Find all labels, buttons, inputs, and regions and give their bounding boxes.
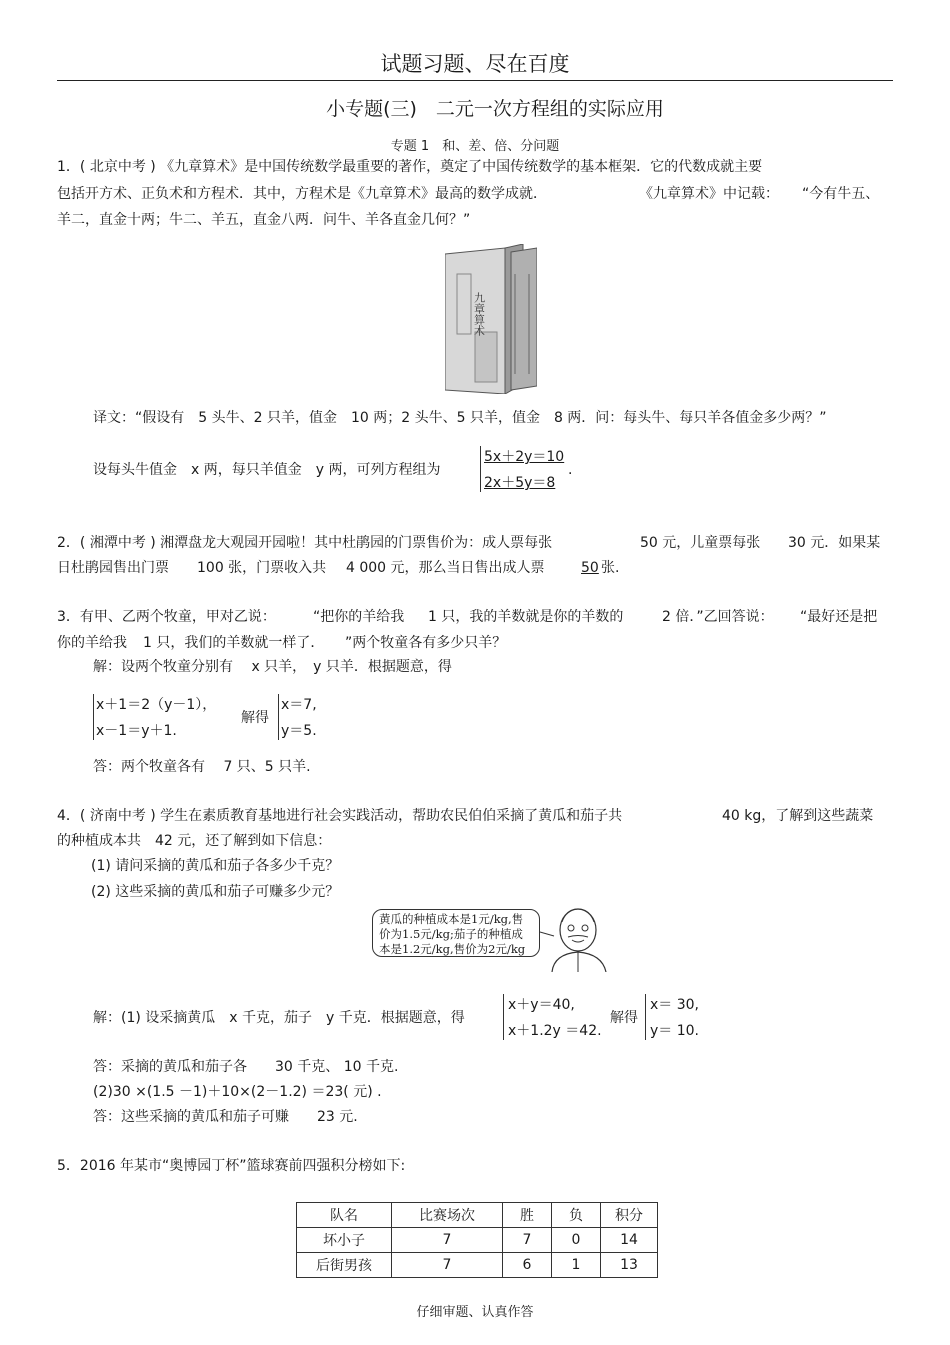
col-header: 比赛场次 (392, 1203, 503, 1228)
book-image (445, 244, 537, 394)
col-header: 队名 (297, 1203, 392, 1228)
q3-line1c: 1 只，我的羊数就是你的羊数的 (428, 609, 624, 625)
q3-line1d: 2 倍．”乙回答说： (662, 609, 774, 625)
q1-line3: 羊二，直金十两；牛二、羊五，直金八两．问牛、羊各直金几何？” (57, 212, 471, 228)
table-cell: 14 (601, 1228, 658, 1253)
q2-line2a: 日杜鹃园售出门票 (57, 560, 169, 576)
q1-translation: 译文：“假设有 5 头牛、2 只羊，值金 10 两；2 头牛、5 只羊，值金 8 两．问：每头牛、每只羊各值金多少两？” (93, 410, 827, 426)
q1-dot: . (568, 462, 573, 478)
table-cell: 后街男孩 (297, 1253, 392, 1278)
q3-brace1 (93, 694, 94, 740)
table-cell: 7 (392, 1253, 503, 1278)
q2-line1c: 30 元．如果某 (788, 535, 881, 551)
q1-eq1: 5x＋2y＝10 (484, 449, 565, 465)
col-header: 积分 (601, 1203, 658, 1228)
q1-setup: 设每头牛值金 x 两，每只羊值金 y 两，可列方程组为 (93, 462, 441, 478)
q1-line2: 包括开方术、正负术和方程术．其中，方程术是《九章算术》最高的数学成就． (57, 186, 547, 202)
q3-line1a: 3．有甲、乙两个牧童，甲对乙说： (57, 609, 276, 625)
col-header: 负 (552, 1203, 601, 1228)
q1-brace (480, 446, 481, 492)
table-cell: 13 (601, 1253, 658, 1278)
q3-line2a: 你的羊给我 (57, 635, 127, 651)
q2-line2c: 4 000 元，那么当日售出成人票 (346, 560, 545, 576)
q1-line2b: 《九章算术》中记载： (639, 186, 779, 202)
q4-line2: 的种植成本共 42 元，还了解到如下信息： (57, 833, 332, 849)
table-row (297, 1253, 658, 1278)
q3-eq1: x＋1＝2（y－1）， (96, 697, 217, 713)
q2-line2d: 张. (601, 560, 620, 576)
page-header: 试题习题、尽在百度 (380, 52, 570, 76)
page-title: 小专题(三) 二元一次方程组的实际应用 (326, 98, 664, 120)
table-cell: 坏小子 (297, 1228, 392, 1253)
q3-line2c: ”两个牧童各有多少只羊？ (345, 635, 507, 651)
q4-sub2: (2) 这些采摘的黄瓜和茄子可赚多少元？ (91, 884, 340, 900)
page-footer: 仔细审题、认真作答 (416, 1305, 534, 1320)
q4-calc: (2)30 ×(1.5 －1)＋10×(2－1.2) ＝23( 元) . (93, 1084, 382, 1100)
col-header: 胜 (503, 1203, 552, 1228)
table-cell: 0 (552, 1228, 601, 1253)
q3-line2b: 1 只，我们的羊数就一样了． (143, 635, 325, 651)
q3-line1e: “最好还是把 (800, 609, 878, 625)
q4-answer1: 答：采摘的黄瓜和茄子各 30 千克、 10 千克. (93, 1059, 399, 1075)
q3-eq2: x－1＝y＋1. (96, 723, 177, 739)
q2-line1a: 2．( 湘潭中考 ) 湘潭盘龙大观园开园啦！其中杜鹃园的门票售价为：成人票每张 (57, 535, 553, 551)
q5-line1: 5．2016 年某市“奥博园丁杯”篮球赛前四强积分榜如下: (57, 1158, 406, 1174)
q1-line1: 1．( 北京中考 ) 《九章算术》是中国传统数学最重要的著作，奠定了中国传统数学的基本框架．它的代数成就主要 (57, 159, 763, 175)
q3-result1: x＝7, (281, 697, 317, 713)
q1-line2c: “今有牛五、 (802, 186, 880, 202)
q4-solve-label: 解得 (610, 1010, 638, 1026)
q1-eq2: 2x＋5y＝8 (484, 475, 556, 491)
q4-line1a: 4．( 济南中考 ) 学生在素质教育基地进行社会实践活动，帮助农民伯伯采摘了黄瓜和茄子共 (57, 808, 623, 824)
table-cell: 7 (503, 1228, 552, 1253)
q4-brace2 (645, 994, 646, 1040)
speech-bubble: 黄瓜的种植成本是1元/kg,售价为1.5元/kg;茄子的种植成本是1.2元/kg,售价为2元/kg (372, 909, 540, 957)
q3-brace2 (278, 694, 279, 740)
q3-result2: y＝5. (281, 723, 317, 739)
q4-line1b: 40 kg，了解到这些蔬菜 (722, 808, 874, 824)
q3-solve-label: 解得 (241, 710, 269, 726)
q4-sub1: (1) 请问采摘的黄瓜和茄子各多少千克？ (91, 858, 340, 874)
header-rule (57, 80, 893, 81)
q4-eq1: x＋y＝40, (508, 997, 575, 1013)
standings-table (296, 1202, 658, 1278)
q3-solution: 解：设两个牧童分别有 x 只羊， y 只羊．根据题意，得 (93, 659, 452, 675)
q3-answer: 答：两个牧童各有 7 只、5 只羊. (93, 759, 311, 775)
q2-line2b: 100 张，门票收入共 (197, 560, 327, 576)
table-cell: 1 (552, 1253, 601, 1278)
q4-result2: y＝ 10. (650, 1023, 699, 1039)
q4-eq2: x＋1.2y ＝42. (508, 1023, 602, 1039)
table-cell: 7 (392, 1228, 503, 1253)
q2-answer: 50 (581, 560, 599, 576)
table-row (297, 1228, 658, 1253)
old-man-illustration (538, 904, 614, 972)
q4-brace1 (503, 994, 504, 1040)
section-subtitle: 专题 1 和、差、倍、分问题 (390, 139, 560, 154)
table-header-row (297, 1203, 658, 1228)
q3-line1b: “把你的羊给我 (313, 609, 405, 625)
q4-result1: x＝ 30, (650, 997, 699, 1013)
book-cover-text: 九章算术 (472, 292, 486, 336)
q2-line1b: 50 元，儿童票每张 (640, 535, 761, 551)
table-cell: 6 (503, 1253, 552, 1278)
q4-answer2: 答：这些采摘的黄瓜和茄子可赚 23 元. (93, 1109, 358, 1125)
q4-solution: 解：(1) 设采摘黄瓜 x 千克，茄子 y 千克．根据题意，得 (93, 1010, 465, 1026)
